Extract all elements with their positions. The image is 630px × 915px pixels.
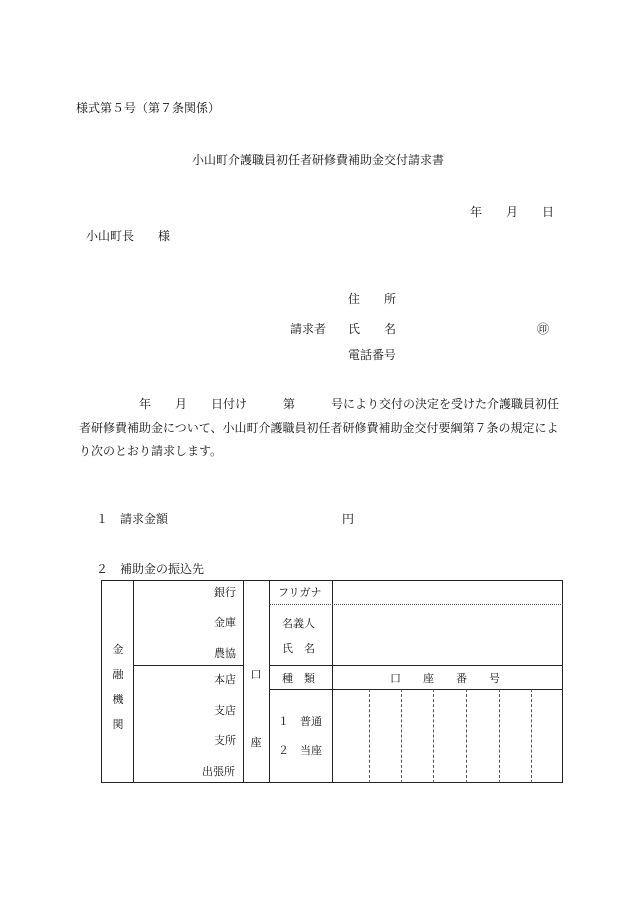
furigana-divider <box>269 604 563 605</box>
institution-type-bank: 銀行 <box>214 586 236 599</box>
table-divider <box>269 665 563 666</box>
digit-divider <box>433 689 434 783</box>
table-divider <box>269 581 270 782</box>
table-divider <box>332 581 333 782</box>
body-text-line: 者研修費補助金について、小山町介護職員初任者研修費補助金交付要綱第７条の規定によ <box>79 421 559 435</box>
address-label: 住 所 <box>348 292 397 306</box>
branch-type-sub-branch: 支所 <box>214 734 236 747</box>
table-divider <box>133 581 134 782</box>
institution-type-nokyo: 農協 <box>214 647 236 660</box>
account-type-label: 種 類 <box>282 672 315 685</box>
claimant-label: 請求者 <box>290 322 327 336</box>
account-label: 口座 <box>250 668 262 749</box>
account-type-savings: １ 普通 <box>278 715 322 728</box>
branch-type-main: 本店 <box>214 673 236 686</box>
furigana-label: フリガナ <box>278 586 322 599</box>
digit-divider <box>466 689 467 783</box>
institution-type-shinkin: 金庫 <box>214 616 236 629</box>
yen-unit: 円 <box>342 512 355 526</box>
document-title: 小山町介護職員初任者研修費補助金交付請求書 <box>192 153 445 167</box>
form-number: 様式第５号（第７条関係） <box>76 101 221 115</box>
body-text-line: り次のとおり請求します。 <box>79 444 223 458</box>
branch-type-branch: 支店 <box>214 704 236 717</box>
claim-amount-label: １ 請求金額 <box>96 512 169 526</box>
transfer-destination-label: ２ 補助金の振込先 <box>96 562 205 576</box>
table-divider <box>269 689 563 690</box>
bank-transfer-table <box>101 580 563 783</box>
digit-divider <box>369 689 370 783</box>
account-number-header: 口 座 番 号 <box>390 672 500 685</box>
body-text-line: 年 月 日付け 第 号により交付の決定を受けた介護職員初任 <box>79 397 560 411</box>
digit-divider <box>499 689 500 783</box>
account-type-checking: ２ 当座 <box>278 744 322 757</box>
branch-type-office: 出張所 <box>202 765 235 778</box>
date-line: 年 月 日 <box>470 205 555 219</box>
financial-institution-label: 金融機関 <box>112 643 124 731</box>
phone-label: 電話番号 <box>348 348 397 362</box>
addressee: 小山町長 様 <box>86 229 171 243</box>
seal-mark: ㊞ <box>537 322 550 336</box>
holder-name-label: 氏 名 <box>282 642 315 655</box>
table-divider <box>133 665 243 666</box>
account-holder-label: 名義人 <box>282 617 315 630</box>
digit-divider <box>401 689 402 783</box>
table-divider <box>243 581 244 782</box>
digit-divider <box>531 689 532 783</box>
name-label: 氏 名 <box>348 322 397 336</box>
